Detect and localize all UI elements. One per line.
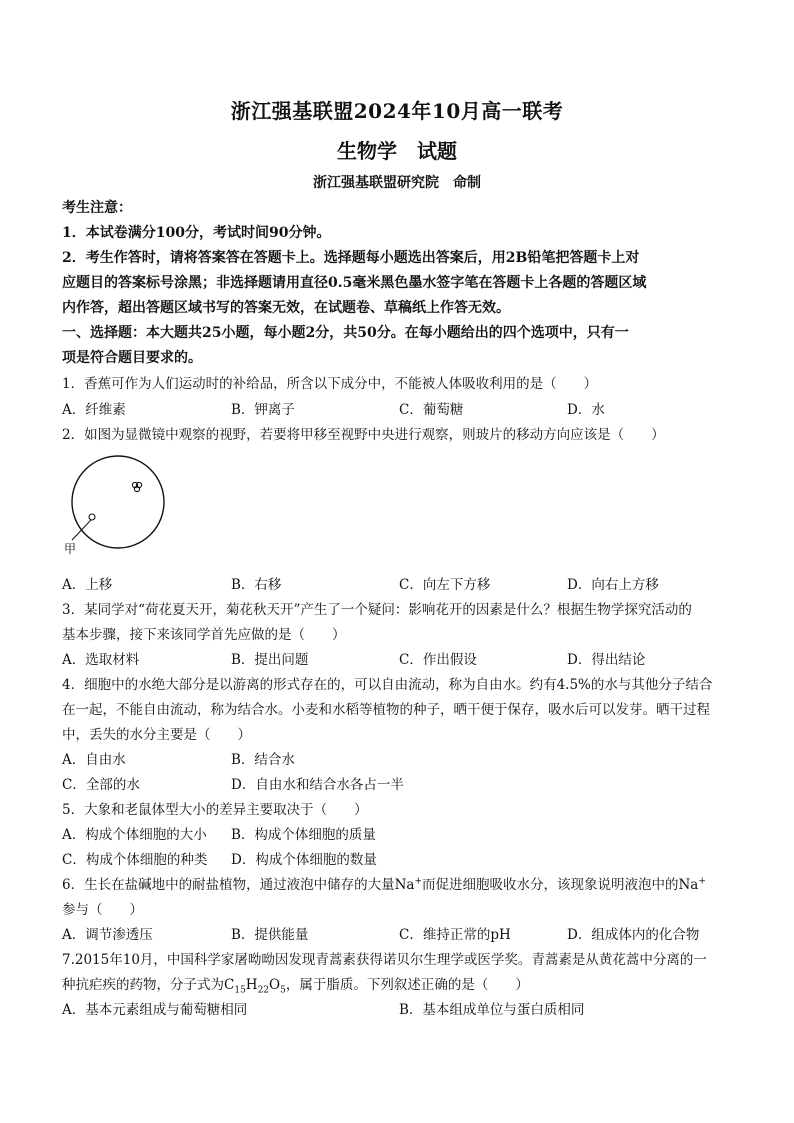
question-3-stem-line-2: 基本步骤，接下来该同学首先应做的是（ ） bbox=[62, 627, 346, 643]
question-1-option-b: B．钾离子 bbox=[231, 402, 295, 418]
question-7-stem-line-1: 7.2015年10月，中国科学家屠呦呦因发现青蒿素获得诺贝尔生理学或医学奖。青蒿素是从黄花蒿中分离的一 bbox=[62, 952, 707, 968]
q7-h: H bbox=[245, 977, 258, 993]
question-2-option-d: D．向右上方移 bbox=[567, 577, 659, 593]
section-heading-line-1: 一、选择题：本大题共25小题，每小题2分，共50分。在每小题给出的四个选项中，只有一 bbox=[62, 325, 629, 341]
exam-title: 浙江强基联盟2024年10月高一联考 bbox=[230, 99, 564, 123]
question-7-option-b: B．基本组成单位与蛋白质相同 bbox=[399, 1002, 585, 1018]
question-6-option-b: B．提供能量 bbox=[231, 927, 309, 943]
question-6-stem-line-2: 参与（ ） bbox=[62, 902, 143, 918]
question-4-option-d: D．自由水和结合水各占一半 bbox=[231, 777, 404, 793]
q7-sub-o: 5 bbox=[280, 985, 286, 996]
question-3-stem-line-1: 3．某同学对“荷花夏天开，菊花秋天开”产生了一个疑问：影响花开的因素是什么？根据生物学探究活动的 bbox=[62, 602, 692, 618]
q7-sub-h: 22 bbox=[257, 985, 270, 996]
question-1-stem: 1．香蕉可作为人们运动时的补给品，所含以下成分中，不能被人体吸收利用的是（ ） bbox=[62, 376, 598, 392]
q7-o: O bbox=[269, 977, 281, 993]
q6-text-b: 而促进细胞吸收水分，该现象说明液泡中的Na bbox=[422, 877, 699, 893]
microscope-field-figure bbox=[62, 452, 172, 568]
question-1-option-d: D．水 bbox=[567, 402, 605, 418]
question-3-option-b: B．提出问题 bbox=[231, 652, 309, 668]
question-1-option-c: C．葡萄糖 bbox=[399, 402, 464, 418]
q7-text-b: ，属于脂质。下列叙述正确的是（ ） bbox=[285, 977, 529, 993]
question-2-option-a: A．上移 bbox=[62, 577, 113, 593]
object-jia-marker bbox=[89, 514, 95, 520]
notice-heading: 考生注意： bbox=[62, 200, 132, 216]
q7-text-a: 种抗疟疾的药物，分子式为C bbox=[62, 977, 235, 993]
question-5-option-b: B．构成个体细胞的质量 bbox=[231, 827, 376, 843]
question-6-stem-line-1 bbox=[62, 873, 734, 893]
q6-text-a: 6．生长在盐碱地中的耐盐植物，通过液泡中储存的大量Na bbox=[62, 877, 415, 893]
exam-subject: 生物学 试题 bbox=[337, 139, 457, 163]
question-5-option-c: C．构成个体细胞的种类 bbox=[62, 852, 208, 868]
question-4-stem-line-1: 4．细胞中的水绝大部分是以游离的形式存在的，可以自由流动，称为自由水。约有4.5%的水与其他分子结合 bbox=[62, 677, 713, 693]
question-6-option-a: A．调节渗透压 bbox=[62, 927, 153, 943]
notice-item-2-line-1: 2．考生作答时，请将答案答在答题卡上。选择题每小题选出答案后，用2B铅笔把答题卡上对 bbox=[62, 250, 640, 266]
section-heading-line-2: 项是符合题目要求的。 bbox=[62, 350, 202, 366]
notice-item-1: 1．本试卷满分100分，考试时间90分钟。 bbox=[62, 225, 331, 241]
question-2-stem: 2．如图为显微镜中观察的视野，若要将甲移至视野中央进行观察，则玻片的移动方向应该是（ ） bbox=[62, 427, 665, 443]
question-4-option-b: B．结合水 bbox=[231, 752, 295, 768]
q6-sup-1: + bbox=[414, 876, 422, 887]
question-2-option-b: B．右移 bbox=[231, 577, 282, 593]
q7-sub-c: 15 bbox=[234, 985, 246, 996]
question-6-option-d: D．组成体内的化合物 bbox=[567, 927, 700, 943]
question-7-option-a: A．基本元素组成与葡萄糖相同 bbox=[62, 1002, 248, 1018]
question-3-option-a: A．选取材料 bbox=[62, 652, 140, 668]
exam-maker: 浙江强基联盟研究院 命制 bbox=[313, 175, 481, 191]
q6-sup-2: + bbox=[698, 876, 706, 887]
question-3-option-c: C．作出假设 bbox=[399, 652, 477, 668]
question-4-stem-line-2: 在一起，不能自由流动，称为结合水。小麦和水稻等植物的种子，晒干便于保存，吸水后可以发芽。晒干过程 bbox=[62, 702, 710, 718]
question-2-option-c: C．向左下方移 bbox=[399, 577, 491, 593]
question-1-option-a: A．纤维素 bbox=[62, 402, 126, 418]
question-5-stem: 5．大象和老鼠体型大小的差异主要取决于（ ） bbox=[62, 802, 368, 818]
question-6-option-c: C．维持正常的pH bbox=[399, 927, 511, 943]
notice-item-2-line-2: 应题目的答案标号涂黑；非选择题请用直径0.5毫米黑色墨水签字笔在答题卡上各题的答题区域 bbox=[62, 275, 647, 291]
field-of-view-circle bbox=[72, 456, 164, 548]
question-3-option-d: D．得出结论 bbox=[567, 652, 646, 668]
notice-item-2-line-3: 内作答，超出答题区域书写的答案无效，在试题卷、草稿纸上作答无效。 bbox=[62, 300, 510, 316]
question-4-stem-line-3: 中，丢失的水分主要是（ ） bbox=[62, 727, 251, 743]
question-7-stem-line-2 bbox=[62, 973, 734, 996]
question-4-option-c: C．全部的水 bbox=[62, 777, 140, 793]
question-4-option-a: A．自由水 bbox=[62, 752, 126, 768]
question-5-option-a: A．构成个体细胞的大小 bbox=[62, 827, 207, 843]
figure-label-jia: 甲 bbox=[64, 542, 77, 556]
question-5-option-d: D．构成个体细胞的数量 bbox=[231, 852, 377, 868]
